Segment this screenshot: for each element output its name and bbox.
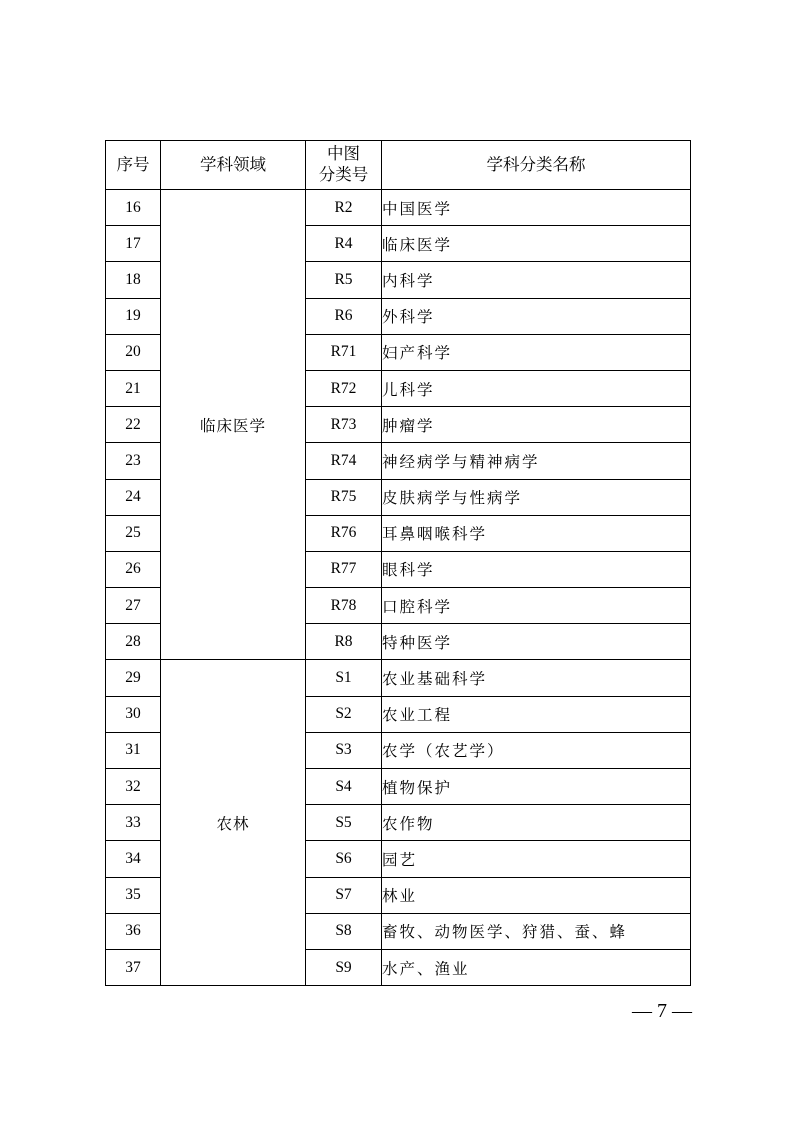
row-code-cell: S7	[306, 877, 382, 913]
row-name-cell: 外科学	[382, 298, 691, 334]
row-code-cell: R4	[306, 226, 382, 262]
row-code-cell: R2	[306, 190, 382, 226]
row-code-cell: R8	[306, 624, 382, 660]
row-code-cell: R6	[306, 298, 382, 334]
row-seq-cell: 20	[106, 334, 161, 370]
row-code-cell: S4	[306, 769, 382, 805]
row-seq-cell: 23	[106, 443, 161, 479]
row-name-cell: 皮肤病学与性病学	[382, 479, 691, 515]
row-seq-cell: 30	[106, 696, 161, 732]
row-name-cell: 园艺	[382, 841, 691, 877]
row-name-cell: 妇产科学	[382, 334, 691, 370]
row-code-cell: R73	[306, 407, 382, 443]
row-name-cell: 眼科学	[382, 551, 691, 587]
row-seq-cell: 33	[106, 805, 161, 841]
row-code-cell: S5	[306, 805, 382, 841]
row-seq-cell: 34	[106, 841, 161, 877]
row-seq-cell: 24	[106, 479, 161, 515]
row-seq-cell: 17	[106, 226, 161, 262]
table-body	[106, 190, 691, 986]
row-code-cell: R76	[306, 515, 382, 551]
row-name-cell: 水产、渔业	[382, 949, 691, 985]
row-code-cell: R75	[306, 479, 382, 515]
row-seq-cell: 21	[106, 370, 161, 406]
row-name-cell: 农作物	[382, 805, 691, 841]
row-seq-cell: 18	[106, 262, 161, 298]
row-name-cell: 林业	[382, 877, 691, 913]
row-code-cell: R5	[306, 262, 382, 298]
row-seq-cell: 19	[106, 298, 161, 334]
row-seq-cell: 25	[106, 515, 161, 551]
table-header-row	[106, 141, 691, 190]
row-code-cell: S3	[306, 732, 382, 768]
row-code-cell: R74	[306, 443, 382, 479]
row-code-cell: S6	[306, 841, 382, 877]
row-name-cell: 肿瘤学	[382, 407, 691, 443]
row-seq-cell: 29	[106, 660, 161, 696]
row-seq-cell: 27	[106, 588, 161, 624]
row-name-cell: 农业工程	[382, 696, 691, 732]
row-name-cell: 畜牧、动物医学、狩猎、蚕、蜂	[382, 913, 691, 949]
table-row	[106, 190, 691, 226]
row-name-cell: 内科学	[382, 262, 691, 298]
row-name-cell: 特种医学	[382, 624, 691, 660]
row-code-cell: R77	[306, 551, 382, 587]
row-code-cell: R78	[306, 588, 382, 624]
row-seq-cell: 22	[106, 407, 161, 443]
row-name-cell: 耳鼻咽喉科学	[382, 515, 691, 551]
row-seq-cell: 32	[106, 769, 161, 805]
row-name-cell: 植物保护	[382, 769, 691, 805]
header-code	[306, 141, 382, 190]
row-code-cell: S2	[306, 696, 382, 732]
row-code-cell: S9	[306, 949, 382, 985]
row-name-cell: 口腔科学	[382, 588, 691, 624]
row-name-cell: 中国医学	[382, 190, 691, 226]
row-name-cell: 神经病学与精神病学	[382, 443, 691, 479]
row-name-cell: 农学（农艺学）	[382, 732, 691, 768]
header-code-line2: 分类号	[318, 165, 369, 184]
row-seq-cell: 28	[106, 624, 161, 660]
row-seq-cell: 37	[106, 949, 161, 985]
row-code-cell: S1	[306, 660, 382, 696]
header-name: 学科分类名称	[382, 141, 691, 190]
row-seq-cell: 16	[106, 190, 161, 226]
row-seq-cell: 31	[106, 732, 161, 768]
field-cell: 临床医学	[161, 190, 306, 660]
row-seq-cell: 35	[106, 877, 161, 913]
row-code-cell: R72	[306, 370, 382, 406]
row-code-cell: R71	[306, 334, 382, 370]
row-seq-cell: 36	[106, 913, 161, 949]
page-number: — 7 —	[632, 1000, 692, 1022]
field-cell: 农林	[161, 660, 306, 986]
header-code-line1: 中图	[327, 144, 360, 164]
header-seq: 序号	[106, 141, 161, 190]
row-name-cell: 儿科学	[382, 370, 691, 406]
row-code-cell: S8	[306, 913, 382, 949]
table-row	[106, 660, 691, 696]
header-field: 学科领域	[161, 141, 306, 190]
row-name-cell: 农业基础科学	[382, 660, 691, 696]
row-name-cell: 临床医学	[382, 226, 691, 262]
row-seq-cell: 26	[106, 551, 161, 587]
subject-table	[105, 140, 691, 986]
